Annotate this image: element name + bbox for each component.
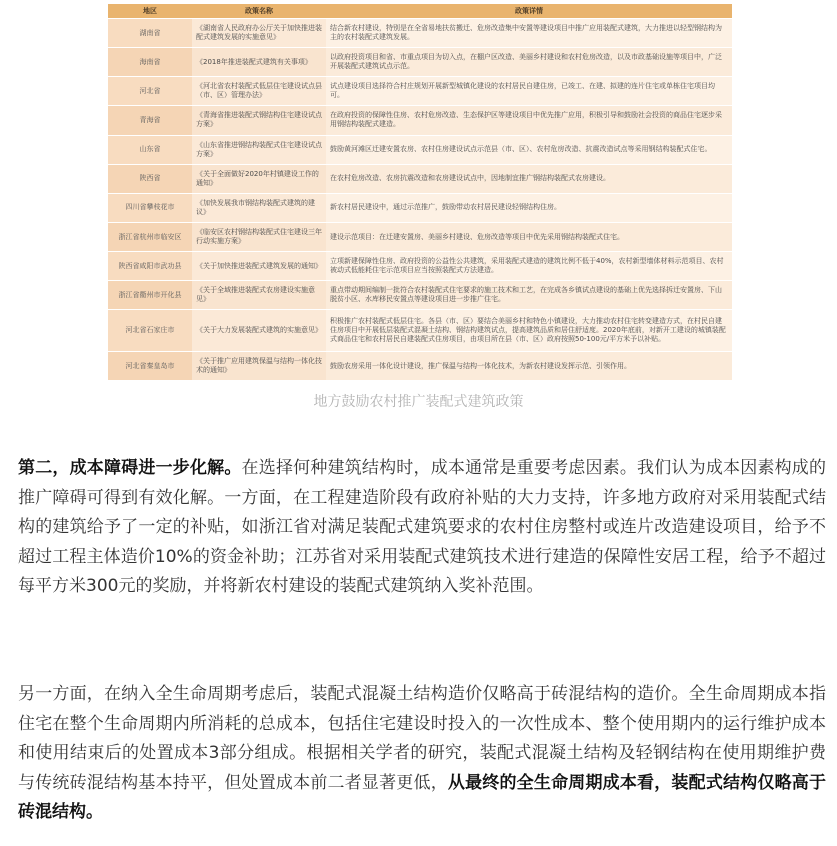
row-policy-detail: 以政府投资项目和省、市重点项目为切入点，在棚户区改造、美丽乡村建设和农村危房改造，以及市政基础设施等项目中，广泛开展装配式建筑试点示范。 [326, 48, 732, 77]
header-policy-detail: 政策详情 [326, 4, 732, 19]
row-policy-detail: 结合新农村建设，特别是在全省易地扶贫搬迁、危房改造集中安置等建设项目中推广应用装配式建筑，大力推进以轻型钢结构为主的农村装配式建筑发展。 [326, 19, 732, 48]
paragraph-conclusion-bold: 从最终的全生命周期成本看，装配式结构仅略高于砖混结构。 [18, 772, 826, 822]
row-policy-name: 《2018年推进装配式建筑有关事项》 [192, 48, 326, 77]
row-policy-detail: 试点建设项目选择符合村庄规划开展新型城镇化建设的农村居民自建住房，已竣工、在建、拟建的连片住宅或单栋住宅项目均可。 [326, 77, 732, 106]
row-region: 陕西省咸阳市武功县 [108, 252, 192, 281]
row-policy-name: 《湖南省人民政府办公厅关于加快推进装配式建筑发展的实施意见》 [192, 19, 326, 48]
row-policy-detail: 重点带动期间编制一批符合农村装配式住宅要求的施工技术和工艺，在完成各乡镇试点建设的基础上优先选择拆迁安置房、下山脱贫小区、水库移民安置点等建设项目进一步推广住宅。 [326, 281, 732, 310]
paragraph-cost-barrier [18, 454, 826, 602]
table-row [108, 252, 732, 281]
row-region: 浙江省衢州市开化县 [108, 281, 192, 310]
row-policy-name: 《关于加快推进装配式建筑发展的通知》 [192, 252, 326, 281]
paragraph-body-text: 另一方面，在纳入全生命周期考虑后，装配式混凝土结构造价仅略高于砖混结构的造价。全生命周期成本指住宅在整个生命周期内所消耗的总成本，包括住宅建设时投入的一次性成本、整个使用期内的运行维护成本和使用结束后的处置成本3部分组成。根据相关学者的研究，装配式混凝土结构及轻钢结构在使用期维护费与传统砖混结构基本持平，但处置成本前二者显著更低， [18, 684, 826, 793]
table-row [108, 193, 732, 222]
row-policy-name: 《关于大力发展装配式建筑的实施意见》 [192, 310, 326, 352]
paragraph-lifecycle-cost [18, 680, 826, 828]
row-policy-name: 《关于推广应用建筑保温与结构一体化技术的通知》 [192, 352, 326, 380]
header-region: 地区 [108, 4, 192, 19]
row-region: 河北省 [108, 77, 192, 106]
row-region: 陕西省 [108, 164, 192, 193]
row-region: 海南省 [108, 48, 192, 77]
table-row [108, 135, 732, 164]
row-policy-name: 《关于全域推进装配式农房建设实施意见》 [192, 281, 326, 310]
table-row [108, 77, 732, 106]
row-policy-detail: 立项新建保障性住房、政府投资的公益性公共建筑，采用装配式建造的建筑比例不低于40%，农村新型墙体材料示范项目、农村被动式低能耗住宅示范项目应当按照装配式方法建造。 [326, 252, 732, 281]
table-row [108, 164, 732, 193]
row-region: 青海省 [108, 106, 192, 135]
policy-table-image [108, 4, 732, 380]
paragraph-body-text: 在选择何种建筑结构时，成本通常是重要考虑因素。我们认为成本因素构成的推广障碍可得到有效化解。一方面，在工程建造阶段有政府补贴的大力支持，许多地方政府对采用装配式结构的建筑给予了一定的补贴，如浙江省对满足装配式建筑要求的农村住房整村或连片改造建设项目，给予不超过工程主体造价10%的资金补助；江苏省对采用装配式建筑技术进行建造的保障性安居工程，给予不超过每平方米300元的奖励，并将新农村建设的装配式建筑纳入奖补范围。 [18, 458, 827, 596]
row-policy-name: 《加快发展我市钢结构装配式建筑的建议》 [192, 193, 326, 222]
table-row [108, 352, 732, 380]
table-header-row [108, 4, 732, 19]
row-policy-detail: 积极推广农村装配式低层住宅。各县（市、区）要结合美丽乡村和特色小镇建设，大力推动农村住宅转变建造方式，在村民自建住房项目中开展低层装配式混凝土结构、钢结构建筑试点，提高建筑品质和居住舒适度。2020年底前，对新开工建设的城镇装配式商品住宅和农村居民自建装配式住房项目，由项目所在县（市、区）政府按照50-100元/平方米予以补贴。 [326, 310, 732, 352]
table-row [108, 222, 732, 251]
table-row [108, 106, 732, 135]
row-region: 河北省石家庄市 [108, 310, 192, 352]
row-policy-detail: 鼓励黄河滩区迁建安置农房、农村住房建设试点示范县（市、区）、农村危房改造、抗震改造试点等采用钢结构装配式住宅。 [326, 135, 732, 164]
policy-table [108, 4, 732, 380]
row-region: 浙江省杭州市临安区 [108, 222, 192, 251]
row-policy-name: 《河北省农村装配式低层住宅建设试点县（市、区）管理办法》 [192, 77, 326, 106]
row-policy-detail: 在农村危房改造、农房抗震改造和农房建设试点中，因地制宜推广钢结构装配式农房建设。 [326, 164, 732, 193]
row-policy-name: 《青海省推进装配式钢结构住宅建设试点方案》 [192, 106, 326, 135]
header-policy-name: 政策名称 [192, 4, 326, 19]
row-policy-detail: 在政府投资的保障性住房、农村危房改造、生态保护区等建设项目中优先推广应用，积极引导和鼓励社会投资的商品住宅逐步采用钢结构装配式建造。 [326, 106, 732, 135]
table-row [108, 19, 732, 48]
row-region: 湖南省 [108, 19, 192, 48]
row-region: 河北省秦皇岛市 [108, 352, 192, 380]
row-policy-detail: 新农村居民建设中，通过示范推广，鼓励带动农村居民建设轻钢结构住房。 [326, 193, 732, 222]
table-row [108, 48, 732, 77]
row-policy-detail: 建设示范项目：在迁建安置房、美丽乡村建设、危房改造等项目中优先采用钢结构装配式住宅。 [326, 222, 732, 251]
paragraph-lead-bold: 第二，成本障碍进一步化解。 [18, 458, 242, 478]
row-policy-name: 《山东省推进钢结构装配式住宅建设试点方案》 [192, 135, 326, 164]
row-policy-name: 《关于全面做好2020年村镇建设工作的通知》 [192, 164, 326, 193]
figure-caption: 地方鼓励农村推广装配式建筑政策 [313, 394, 524, 410]
table-row [108, 310, 732, 352]
row-region: 山东省 [108, 135, 192, 164]
row-policy-detail: 鼓励农房采用一体化设计建设，推广保温与结构一体化技术，为新农村建设发挥示范、引领作用。 [326, 352, 732, 380]
table-row [108, 281, 732, 310]
row-policy-name: 《临安区农村钢结构装配式住宅建设三年行动实施方案》 [192, 222, 326, 251]
row-region: 四川省攀枝花市 [108, 193, 192, 222]
